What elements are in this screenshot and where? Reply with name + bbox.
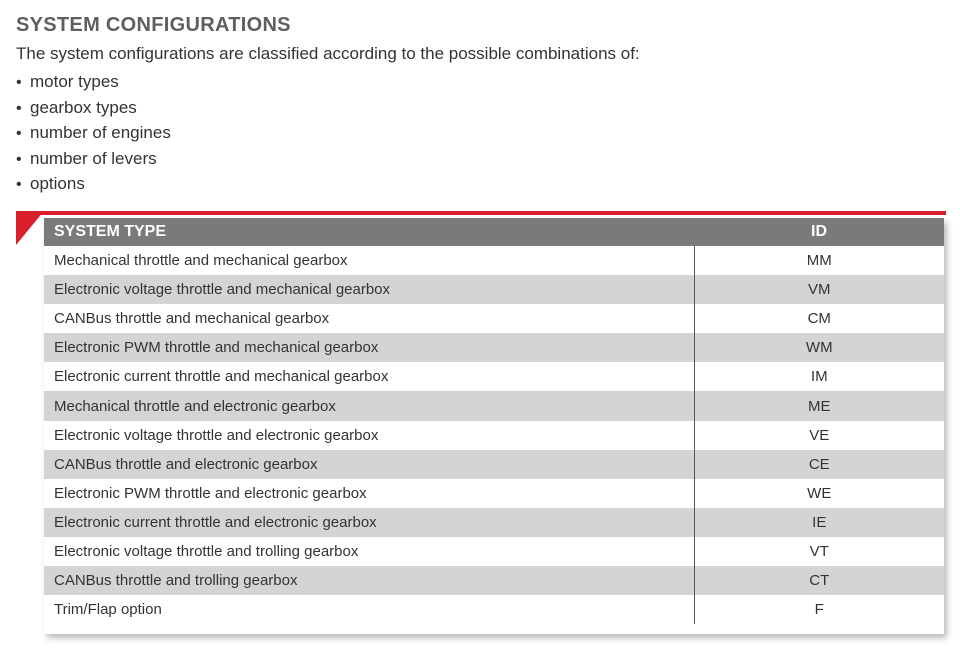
list-item [16,146,171,172]
column-header-system-type: SYSTEM TYPE [44,218,694,246]
table-header-row [44,218,944,246]
bullet-icon: • [16,99,22,117]
bullet-icon: • [16,74,22,91]
table-row [44,304,944,333]
system-config-table [44,218,944,624]
id-cell: IE [694,508,944,537]
table-row [44,333,944,362]
table-row [44,391,944,420]
system-type-cell: CANBus throttle and electronic gearbox [44,450,694,479]
id-cell: CE [694,450,944,479]
id-cell: ME [694,391,944,420]
bullet-icon: • [16,176,22,193]
list-item-label: gearbox types [30,97,137,117]
system-type-cell: Electronic voltage throttle and mechanical gearbox [44,275,694,304]
id-cell: CT [694,566,944,595]
id-cell: VM [694,275,944,304]
list-item-label: motor types [30,72,119,91]
table-row [44,246,944,275]
id-cell: MM [694,246,944,275]
table-row [44,421,944,450]
table-row [44,595,944,624]
list-item-label: number of levers [30,148,157,168]
id-cell: VE [694,421,944,450]
system-type-cell: Trim/Flap option [44,595,694,624]
list-item [16,171,171,197]
bullet-icon: • [16,150,22,168]
table-row [44,566,944,595]
list-item-label: options [30,174,85,193]
list-item [16,120,171,146]
classification-list [16,69,171,197]
id-cell: IM [694,362,944,391]
bullet-icon: • [16,125,22,142]
corner-triangle-icon [16,211,44,245]
id-cell: WM [694,333,944,362]
system-type-cell: Electronic voltage throttle and trolling gearbox [44,537,694,566]
table-row [44,479,944,508]
table-row [44,362,944,391]
id-cell: VT [694,537,944,566]
system-type-cell: Electronic current throttle and mechanical gearbox [44,362,694,391]
column-header-id: ID [694,218,944,246]
system-type-cell: CANBus throttle and trolling gearbox [44,566,694,595]
system-type-cell: Electronic current throttle and electronic gearbox [44,508,694,537]
id-cell: CM [694,304,944,333]
id-cell: F [694,595,944,624]
accent-rule [16,211,946,215]
table-row [44,450,944,479]
table-row [44,275,944,304]
system-type-cell: Electronic PWM throttle and electronic gearbox [44,479,694,508]
list-item [16,95,171,121]
system-type-cell: CANBus throttle and mechanical gearbox [44,304,694,333]
list-item [16,69,171,95]
table-row [44,508,944,537]
list-item-label: number of engines [30,123,171,142]
intro-text: The system configurations are classified according to the possible combinations of: [16,44,640,63]
system-type-cell: Electronic PWM throttle and mechanical gearbox [44,333,694,362]
id-cell: WE [694,479,944,508]
section-title: SYSTEM CONFIGURATIONS [16,14,291,36]
system-type-cell: Mechanical throttle and electronic gearbox [44,391,694,420]
system-type-cell: Mechanical throttle and mechanical gearbox [44,246,694,275]
system-type-cell: Electronic voltage throttle and electronic gearbox [44,421,694,450]
table-row [44,537,944,566]
